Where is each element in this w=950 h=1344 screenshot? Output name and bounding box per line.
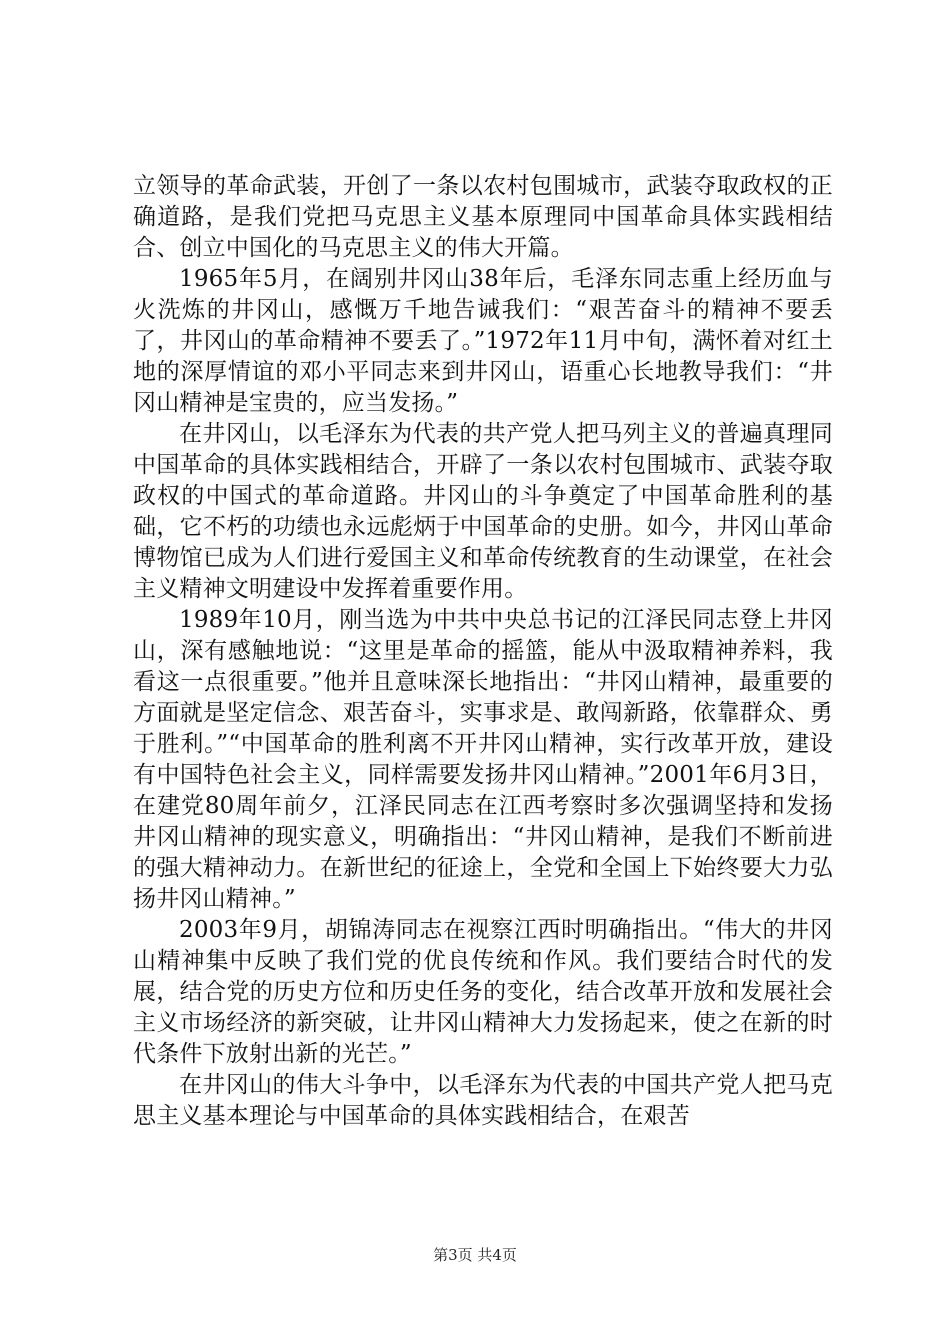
paragraph-3: 在井冈山，以毛泽东为代表的共产党人把马列主义的普遍真理同中国革命的具体实践相结合，开辟了一条以农村包围城市、武装夺取政权的中国式的革命道路。井冈山的斗争奠定了中国革命胜利的基础，它不朽的功绩也永远彪炳于中国革命的史册。如今，井冈山革命博物馆已成为人们进行爱国主义和革命传统教育的生动课堂，在社会主义精神文明建设中发挥着重要作用。 — [133, 421, 833, 602]
paragraph-4: 1989年10月，刚当选为中共中央总书记的江泽民同志登上井冈山，深有感触地说：“这里是革命的摇篮，能从中汲取精神养料，我看这一点很重要。”他并且意味深长地指出：“井冈山精神，最重要的方面就是坚定信念、艰苦奋斗，实事求是、敢闯新路，依靠群众、勇于胜利。”“中国革命的胜利离不开井冈山精神，实行改革开放，建设有中国特色社会主义，同样需要发扬井冈山精神。”2001年6月3日，在建党80周年前夕，江泽民同志在江西考察时多次强调坚持和发扬井冈山精神的现实意义，明确指出：“井冈山精神，是我们不断前进的强大精神动力。在新世纪的征途上，全党和全国上下始终要大力弘扬井冈山精神。” — [133, 607, 833, 912]
body-text — [133, 171, 833, 1132]
paragraph-5: 2003年9月，胡锦涛同志在视察江西时明确指出。“伟大的井冈山精神集中反映了我们党的优良传统和作风。我们要结合时代的发展，结合党的历史方位和历史任务的变化，结合改革开放和发展社会主义市场经济的新突破，让井冈山精神大力发扬起来，使之在新的时代条件下放射出新的光芒。” — [133, 917, 833, 1067]
paragraph-2: 1965年5月，在阔别井冈山38年后，毛泽东同志重上经历血与火洗炼的井冈山，感慨万千地告诫我们：“艰苦奋斗的精神不要丢了，井冈山的革命精神不要丢了。”1972年11月中旬，满怀着对红土地的深厚情谊的邓小平同志来到井冈山，语重心长地教导我们：“井冈山精神是宝贵的，应当发扬。” — [133, 266, 833, 416]
paragraph-6: 在井冈山的伟大斗争中，以毛泽东为代表的中国共产党人把马克思主义基本理论与中国革命的具体实践相结合，在艰苦 — [133, 1072, 833, 1129]
paragraph-1: 立领导的革命武装，开创了一条以农村包围城市，武装夺取政权的正确道路，是我们党把马克思主义基本原理同中国革命具体实践相结合、创立中国化的马克思主义的伟大开篇。 — [133, 173, 833, 261]
page-footer: 第3页 共4页 — [433, 1246, 517, 1264]
